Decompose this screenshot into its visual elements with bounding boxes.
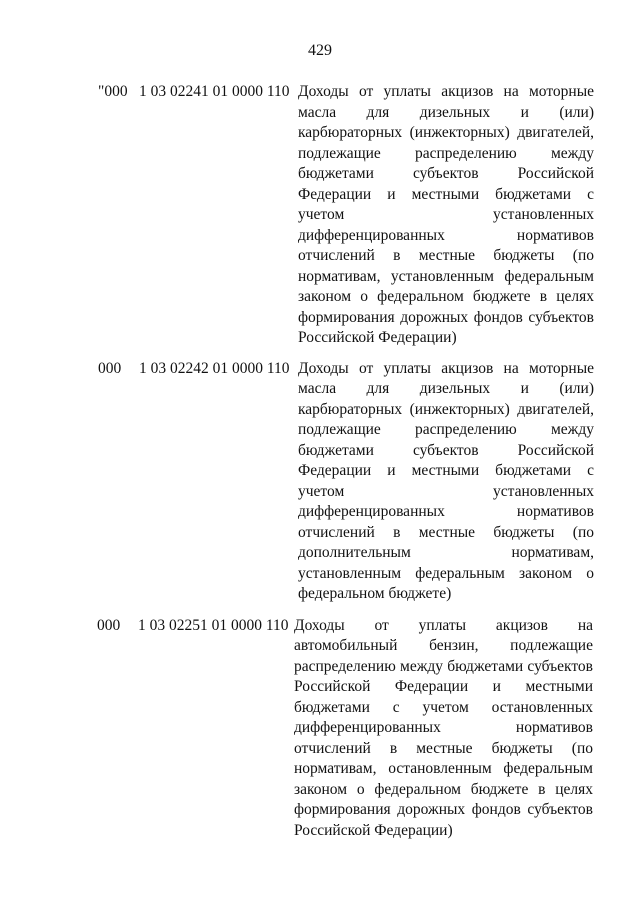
page-number: 429	[308, 42, 332, 59]
income-description: Доходы от уплаты акцизов на моторные масла для дизельных и (или) карбюраторных (инжекторных) двигателей, подлежащие распределению между бюджетами субъектов Российской Федерации и местными бюджетами с учетом установленных дифференцированных нормативов отчислений в местные бюджеты (по дополнительным нормативам, установленным федеральным законом о федеральном бюджете)	[298, 359, 594, 602]
income-description: Доходы от уплаты акцизов на моторные масла для дизельных и (или) карбюраторных (инжекторных) двигателей, подлежащие распределению между бюджетами субъектов Российской Федерации и местными бюджетами с учетом установленных дифференцированных нормативов отчислений в местные бюджеты (по нормативам, установленным федеральным законом о федеральном бюджете в целях формирования дорожных фондов субъектов Российской Федерации)	[298, 83, 594, 346]
budget-classification-code: 1 03 02241 01 0000 110	[139, 83, 290, 100]
admin-code: 000	[97, 616, 121, 634]
table-row	[0, 82, 640, 349]
admin-code: 000	[98, 359, 122, 377]
budget-classification-code: 1 03 02242 01 0000 110	[139, 359, 290, 377]
budget-classification-code: 1 03 02251 01 0000 110	[138, 616, 289, 634]
income-description: Доходы от уплаты акцизов на автомобильный бензин, подлежащие распределению между бюджетами субъектов Российской Федерации и местными бюджетами с учетом остановленных дифференцированных нормативов отчислений в местные бюджеты (по нормативам, остановленным федеральным законом о федеральном бюджете в целях формирования дорожных фондов субъектов Российской Федерации)	[294, 616, 593, 839]
table-row	[0, 359, 640, 605]
budget-code-table	[0, 82, 640, 841]
table-row	[0, 616, 640, 842]
admin-code: "000	[98, 83, 128, 100]
